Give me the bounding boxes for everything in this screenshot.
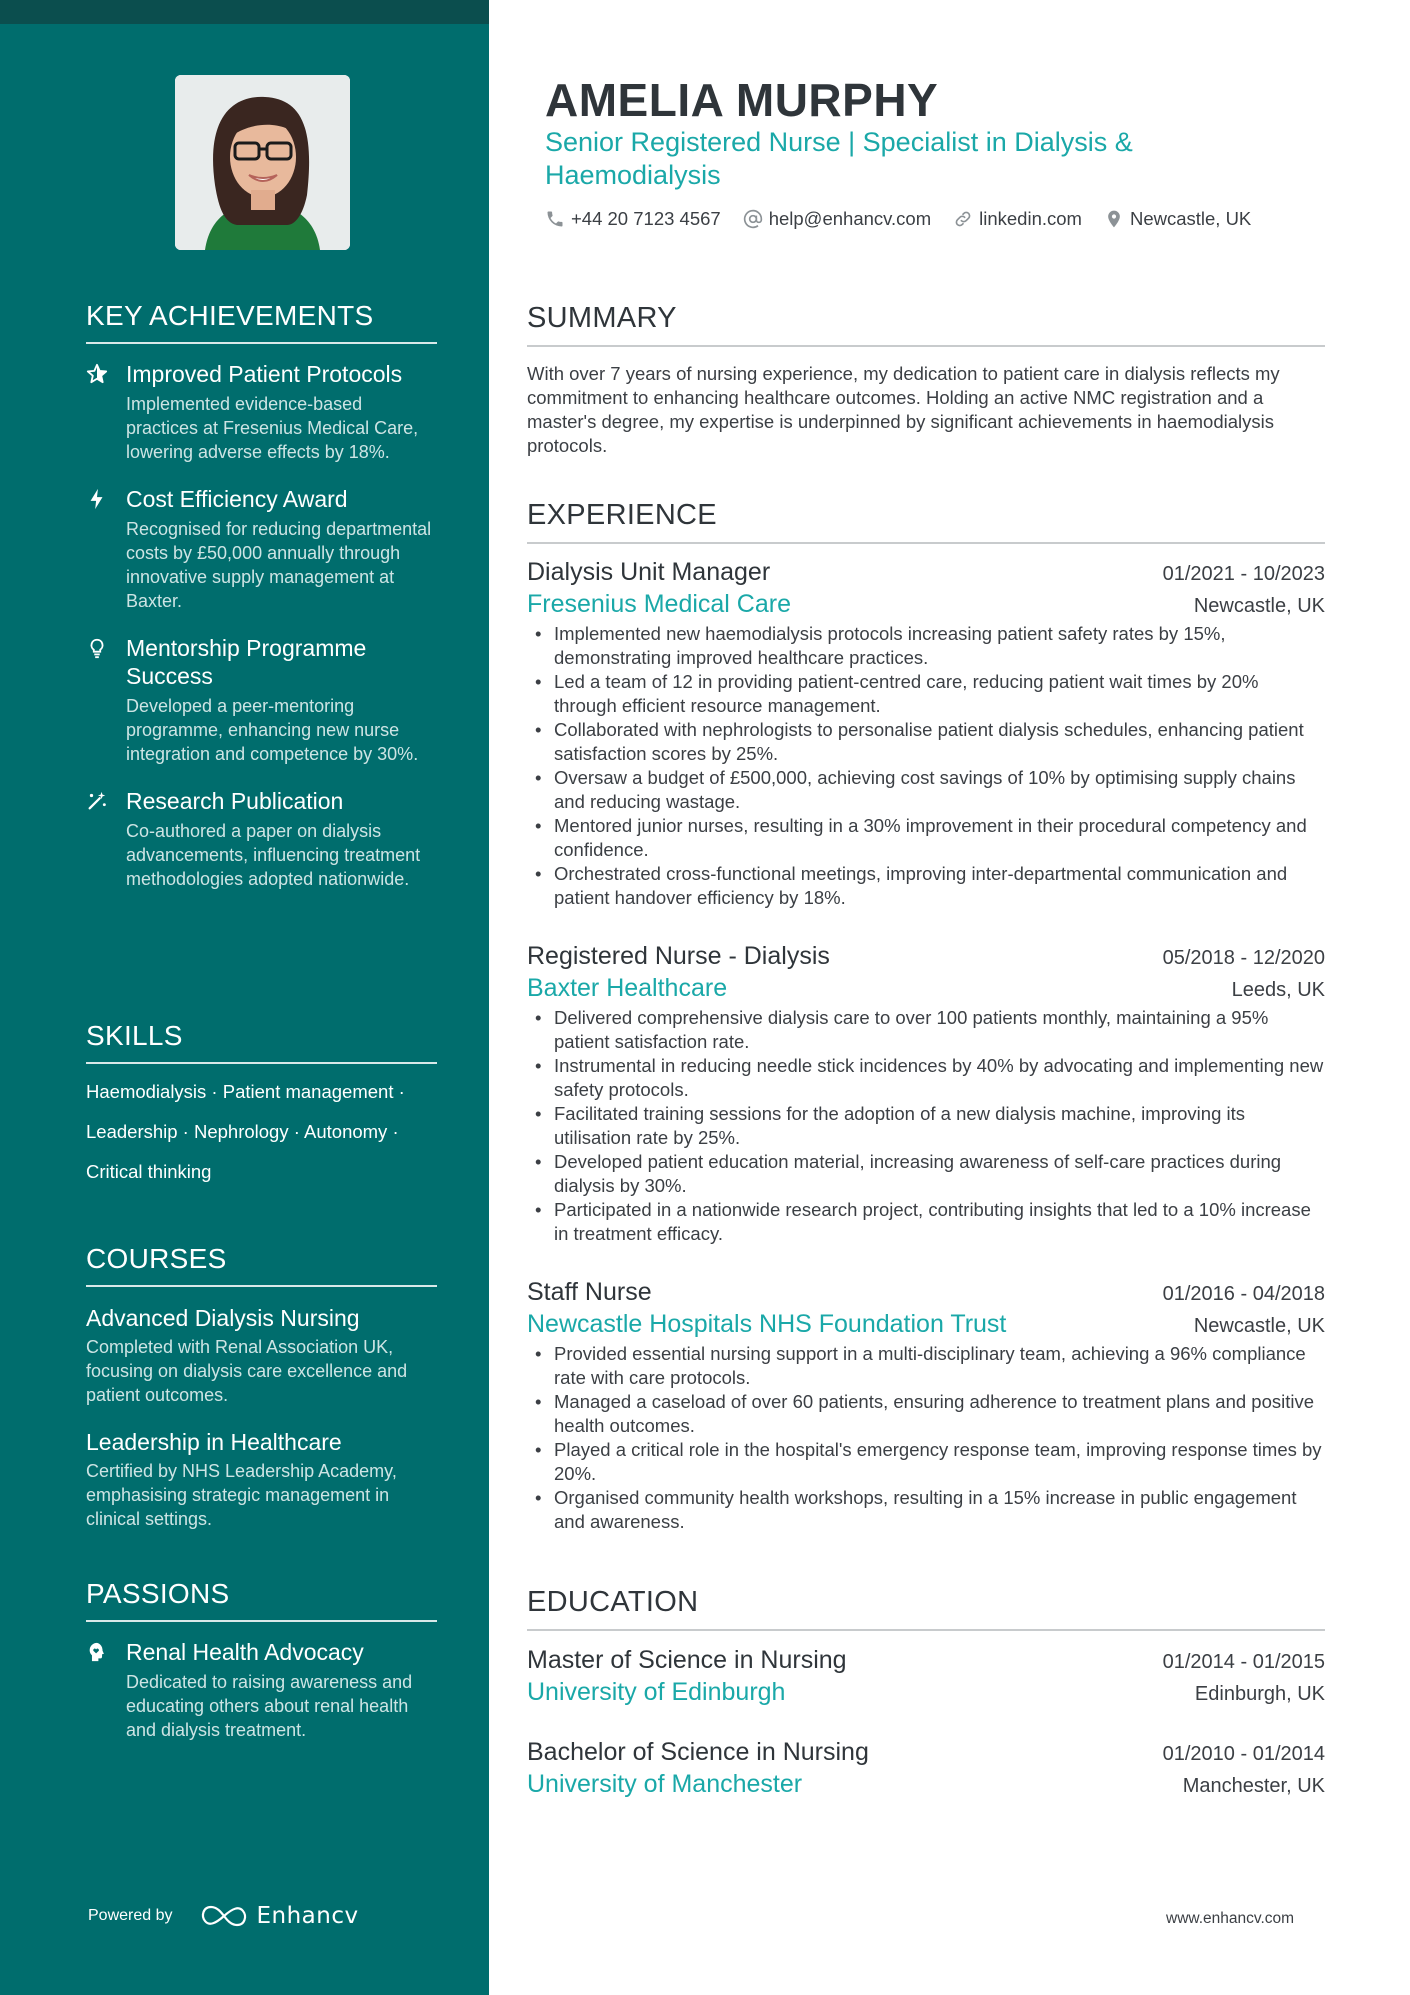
at-sign-icon	[743, 209, 763, 229]
head-heart-icon	[86, 1638, 126, 1742]
courses-heading: COURSES	[86, 1243, 437, 1287]
job-dates: 01/2021 - 10/2023	[1162, 563, 1325, 585]
lightning-icon	[86, 485, 126, 613]
achievement-title: Improved Patient Protocols	[126, 361, 403, 387]
achievements-section	[86, 300, 437, 912]
job-dates: 05/2018 - 12/2020	[1162, 947, 1325, 969]
candidate-name: AMELIA MURPHY	[545, 74, 939, 126]
passions-section	[86, 1578, 437, 1763]
contact-location	[1104, 208, 1251, 230]
profile-photo-illustration	[175, 75, 350, 250]
achievement-item	[86, 360, 437, 464]
profile-photo	[175, 75, 350, 250]
degree-title: Bachelor of Science in Nursing	[527, 1738, 869, 1766]
job-bullet: • Led a team of 12 in providing patient-centred care, reducing patient wait times by 20% through efficient resource management.	[527, 670, 1325, 718]
skills-heading: SKILLS	[86, 1020, 437, 1064]
degree-dates: 01/2014 - 01/2015	[1162, 1651, 1325, 1673]
summary-text: With over 7 years of nursing experience, my dedication to patient care in dialysis reflects my commitment to enhancing healthcare outcomes. Holding an active NMC registration and a master's degree, my expertise is underpinned by significant achievements in haemodialysis protocols.	[527, 363, 1280, 456]
lightbulb-icon	[86, 634, 126, 766]
magic-wand-icon	[86, 787, 126, 891]
job-company: Fresenius Medical Care	[527, 590, 791, 618]
skills-line: Leadership · Nephrology · Autonomy ·	[86, 1121, 399, 1142]
job-bullet: • Provided essential nursing support in a multi-disciplinary team, achieving a 96% compliance rate with care protocols.	[527, 1342, 1325, 1390]
job-bullet: • Mentored junior nurses, resulting in a 30% improvement in their procedural competency and confidence.	[527, 814, 1325, 862]
star-icon	[86, 360, 126, 464]
job-bullet: • Played a critical role in the hospital's emergency response team, improving response times by 20%.	[527, 1438, 1325, 1486]
job-bullet: • Developed patient education material, increasing awareness of self-care practices during dialysis by 30%.	[527, 1150, 1325, 1198]
school-name: University of Manchester	[527, 1770, 803, 1798]
passions-heading: PASSIONS	[86, 1578, 437, 1622]
job-bullets	[527, 1342, 1325, 1534]
achievement-item	[86, 485, 437, 613]
job-bullet: • Collaborated with nephrologists to personalise patient dialysis schedules, enhancing patient satisfaction scores by 25%.	[527, 718, 1325, 766]
passion-title: Renal Health Advocacy	[126, 1639, 364, 1665]
education-heading: EDUCATION	[527, 1586, 1325, 1631]
degree-title: Master of Science in Nursing	[527, 1646, 847, 1674]
location-text: Newcastle, UK	[1129, 208, 1252, 229]
course-item	[86, 1303, 437, 1407]
linkedin-text: linkedin.com	[979, 208, 1082, 229]
footer-url[interactable]: www.enhancv.com	[1166, 1910, 1295, 1927]
job-entry	[527, 940, 1325, 1246]
job-dates: 01/2016 - 04/2018	[1162, 1283, 1325, 1305]
job-bullet: • Delivered comprehensive dialysis care to over 100 patients monthly, maintaining a 95% patient satisfaction rate.	[527, 1006, 1325, 1054]
job-entry	[527, 1276, 1325, 1534]
school-location: Edinburgh, UK	[1194, 1683, 1325, 1705]
sidebar-top-band	[0, 0, 489, 24]
job-bullet: • Oversaw a budget of £500,000, achieving cost savings of 10% by optimising supply chains and reducing wastage.	[527, 766, 1325, 814]
job-bullets	[527, 1006, 1325, 1246]
skills-line: Haemodialysis · Patient management ·	[86, 1081, 405, 1102]
enhancv-logo-icon	[199, 1903, 249, 1929]
job-title: Registered Nurse - Dialysis	[527, 942, 830, 970]
achievement-title: Mentorship Programme Success	[126, 635, 367, 689]
job-bullet: • Managed a caseload of over 60 patients, ensuring adherence to treatment plans and positive health outcomes.	[527, 1390, 1325, 1438]
achievement-title: Research Publication	[126, 788, 344, 814]
job-location: Newcastle, UK	[1193, 1315, 1325, 1337]
achievement-desc: Implemented evidence-based practices at Fresenius Medical Care, lowering adverse effects by 18%.	[126, 394, 419, 462]
job-bullet: • Participated in a nationwide research project, contributing insights that led to a 10% increase in treatment efficacy.	[527, 1198, 1325, 1246]
job-bullets	[527, 622, 1325, 910]
achievement-desc: Recognised for reducing departmental costs by £50,000 annually through innovative supply management at Baxter.	[126, 519, 432, 611]
email-text: help@enhancv.com	[768, 208, 932, 229]
job-bullet: • Organised community health workshops, resulting in a 15% increase in public engagement and awareness.	[527, 1486, 1325, 1534]
headline-line: Senior Registered Nurse | Specialist in Dialysis &	[545, 127, 1133, 157]
job-title: Staff Nurse	[527, 1278, 652, 1306]
powered-by	[88, 1903, 359, 1929]
skills-line: Critical thinking	[86, 1161, 212, 1182]
degree-dates: 01/2010 - 01/2014	[1162, 1743, 1325, 1765]
powered-by-label: Powered by	[88, 1907, 173, 1924]
job-entry	[527, 556, 1325, 910]
course-title: Advanced Dialysis Nursing	[86, 1305, 360, 1331]
course-desc: Completed with Renal Association UK, focusing on dialysis care excellence and patient outcomes.	[86, 1337, 408, 1405]
achievement-item	[86, 634, 437, 766]
job-bullet: • Implemented new haemodialysis protocols increasing patient safety rates by 15%, demonstrating improved healthcare practices.	[527, 622, 1325, 670]
phone-icon	[545, 209, 565, 229]
summary-heading: SUMMARY	[527, 302, 1325, 347]
job-company: Baxter Healthcare	[527, 974, 728, 1002]
job-bullet: • Instrumental in reducing needle stick incidences by 40% by advocating and implementing new safety protocols.	[527, 1054, 1325, 1102]
headline-line: Haemodialysis	[545, 160, 721, 190]
achievement-desc: Developed a peer-mentoring programme, enhancing new nurse integration and competence by 30%.	[126, 696, 419, 764]
contact-linkedin[interactable]	[953, 208, 1082, 230]
job-location: Leeds, UK	[1231, 979, 1325, 1001]
achievement-title: Cost Efficiency Award	[126, 486, 348, 512]
job-bullet: • Orchestrated cross-functional meetings, improving inter-departmental communication and patient handover efficiency by 18%.	[527, 862, 1325, 910]
experience-heading: EXPERIENCE	[527, 499, 1325, 544]
job-location: Newcastle, UK	[1193, 595, 1325, 617]
skills-section	[86, 1020, 437, 1200]
sidebar	[0, 0, 489, 1995]
achievement-item	[86, 787, 437, 891]
course-item	[86, 1427, 437, 1531]
achievement-desc: Co-authored a paper on dialysis advancements, influencing treatment methodologies adopted nationwide.	[126, 821, 421, 889]
enhancv-logo-text: Enhancv	[256, 1903, 359, 1929]
course-desc: Certified by NHS Leadership Academy, emphasising strategic management in clinical settings.	[86, 1461, 397, 1529]
passion-desc: Dedicated to raising awareness and educating others about renal health and dialysis treatment.	[126, 1672, 413, 1740]
achievements-heading: KEY ACHIEVEMENTS	[86, 300, 437, 344]
courses-section	[86, 1243, 437, 1551]
link-icon	[953, 209, 973, 229]
passion-item	[86, 1638, 437, 1742]
school-location: Manchester, UK	[1182, 1775, 1325, 1797]
phone-text: +44 20 7123 4567	[571, 208, 721, 229]
job-title: Dialysis Unit Manager	[527, 558, 771, 586]
job-company: Newcastle Hospitals NHS Foundation Trust	[527, 1310, 1007, 1338]
contact-email[interactable]	[743, 208, 931, 230]
course-title: Leadership in Healthcare	[86, 1429, 342, 1455]
contact-bar	[545, 208, 1273, 230]
location-pin-icon	[1104, 209, 1124, 229]
contact-phone	[545, 208, 721, 230]
school-name: University of Edinburgh	[527, 1678, 786, 1706]
candidate-headline	[545, 126, 1245, 192]
education-entry	[527, 1736, 1325, 1800]
job-bullet: • Facilitated training sessions for the adoption of a new dialysis machine, improving its utilisation rate by 25%.	[527, 1102, 1325, 1150]
education-entry	[527, 1644, 1325, 1708]
